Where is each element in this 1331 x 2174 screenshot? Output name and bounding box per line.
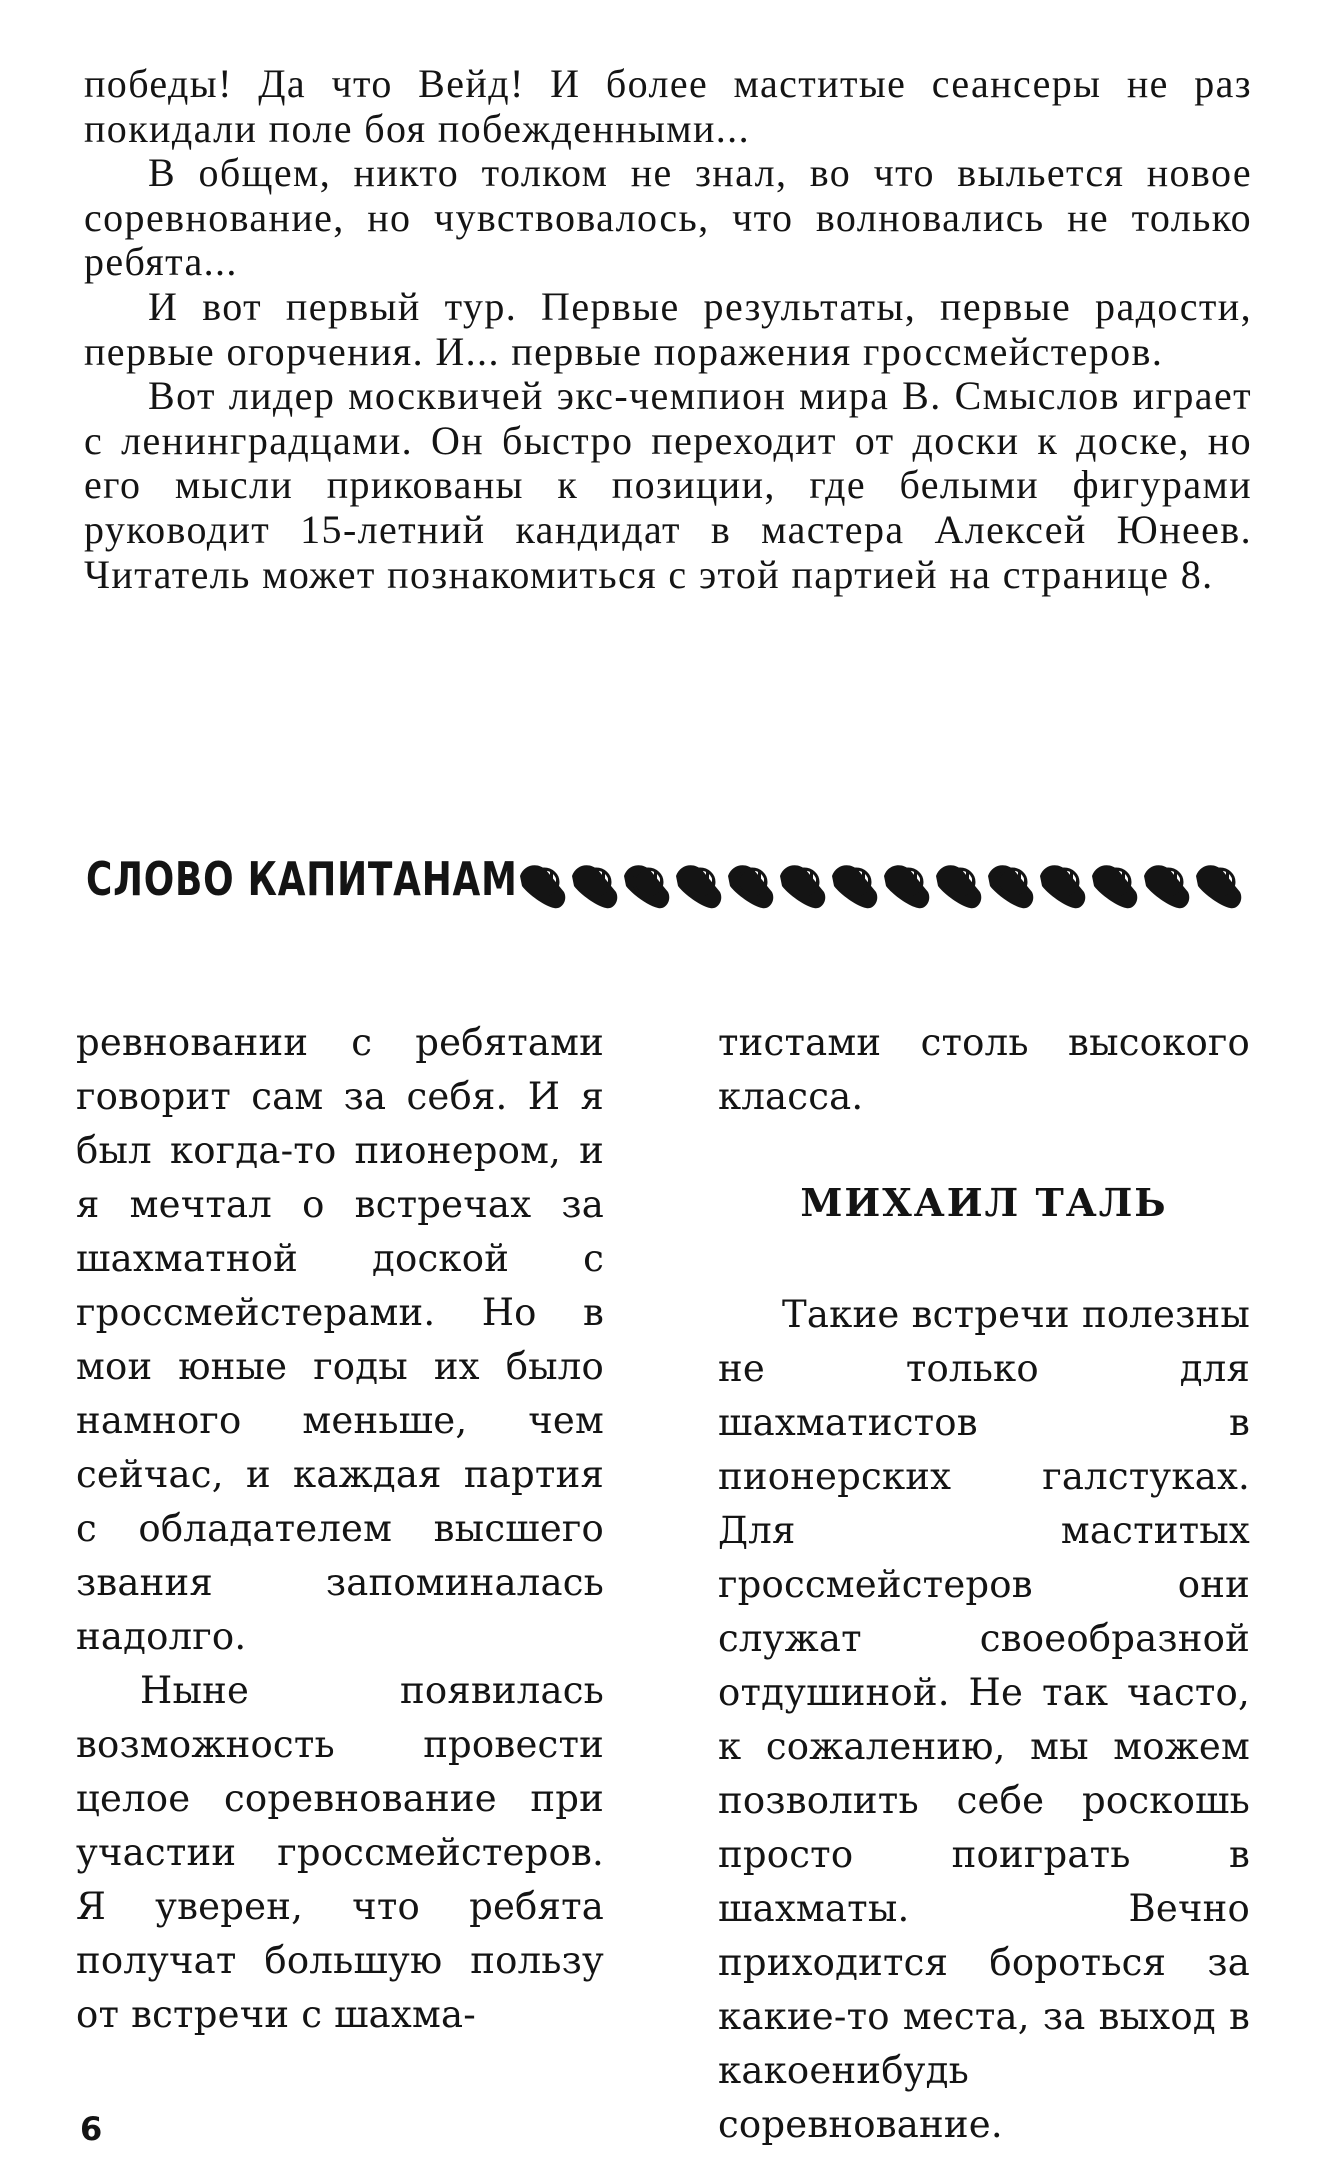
rope-link [520, 865, 565, 908]
right-column-bottom [718, 1288, 1250, 2152]
rope-link [1144, 865, 1189, 908]
intro-text [84, 62, 1252, 597]
intro-paragraph-1: победы! Да что Вейд! И более маститые сеансеры не раз покидали поле боя побежденными... [84, 61, 1252, 151]
rope-link [884, 865, 929, 908]
rope-link [988, 865, 1033, 908]
intro-paragraph-4: Вот лидер москвичей экс-чемпион мира В. Смыслов играет с ленинградцами. Он быстро переходит от доски к доске, но его мысли прикованы к позиции, где белыми фигурами руководит 15-летний кандидат в мастера Алексей Юнеев. Читатель может познакомиться с этой партией на странице 8. [84, 373, 1252, 597]
author-signature: МИХАИЛ ТАЛЬ [800, 1180, 1168, 1225]
intro-paragraph-2: В общем, никто толком не знал, во что выльется новое соревнование, но чувствовалось, что волновались не только ребята... [84, 150, 1252, 285]
rope-link [572, 865, 617, 908]
rope-link [624, 865, 669, 908]
left-paragraph-1: ревновании с ребятами говорит сам за себя. И я был когда-то пионером, и я мечтал о встречах за шахматной доской с гроссмейстерами. Но в мои юные годы их было намного меньше, чем сейчас, и каждая партия с обладателем высшего звания запоминалась надолго. [76, 1021, 604, 1658]
rope-link [1196, 865, 1241, 908]
right-paragraph-1: тистами столь высокого класса. [718, 1021, 1250, 1118]
rope-link [1040, 865, 1085, 908]
right-column-top [718, 1016, 1250, 1124]
intro-paragraph-3: И вот первый тур. Первые результаты, первые радости, первые огорчения. И... первые поражения гроссмейстеров. [84, 283, 1252, 374]
rope-link [832, 865, 877, 908]
left-column [76, 1016, 604, 2042]
section-title: СЛОВО КАПИТАНАМ [86, 852, 518, 906]
right-paragraph-2: Такие встречи полезны не только для шахматистов в пионерских галстуках. Для маститых гроссмейстеров они служат своеобразной отдушиной. Не так часто, к сожалению, мы можем позволить себе роскошь просто поиграть в шахматы. Вечно приходится бороться за какие-то места, за выход в какоенибудь соревнование. [718, 1293, 1250, 2146]
rope-link [780, 865, 825, 908]
rope-link [1092, 865, 1137, 908]
rope-link [676, 865, 721, 908]
rope-link [728, 865, 773, 908]
rope-link [936, 865, 981, 908]
page-number: 6 [80, 2110, 103, 2148]
rope-ornament [512, 856, 1252, 914]
left-paragraph-2: Ныне появилась возможность провести целое соревнование при участии гроссмейстеров. Я уверен, что ребята получат большую пользу от встречи с шахма- [76, 1669, 604, 2036]
